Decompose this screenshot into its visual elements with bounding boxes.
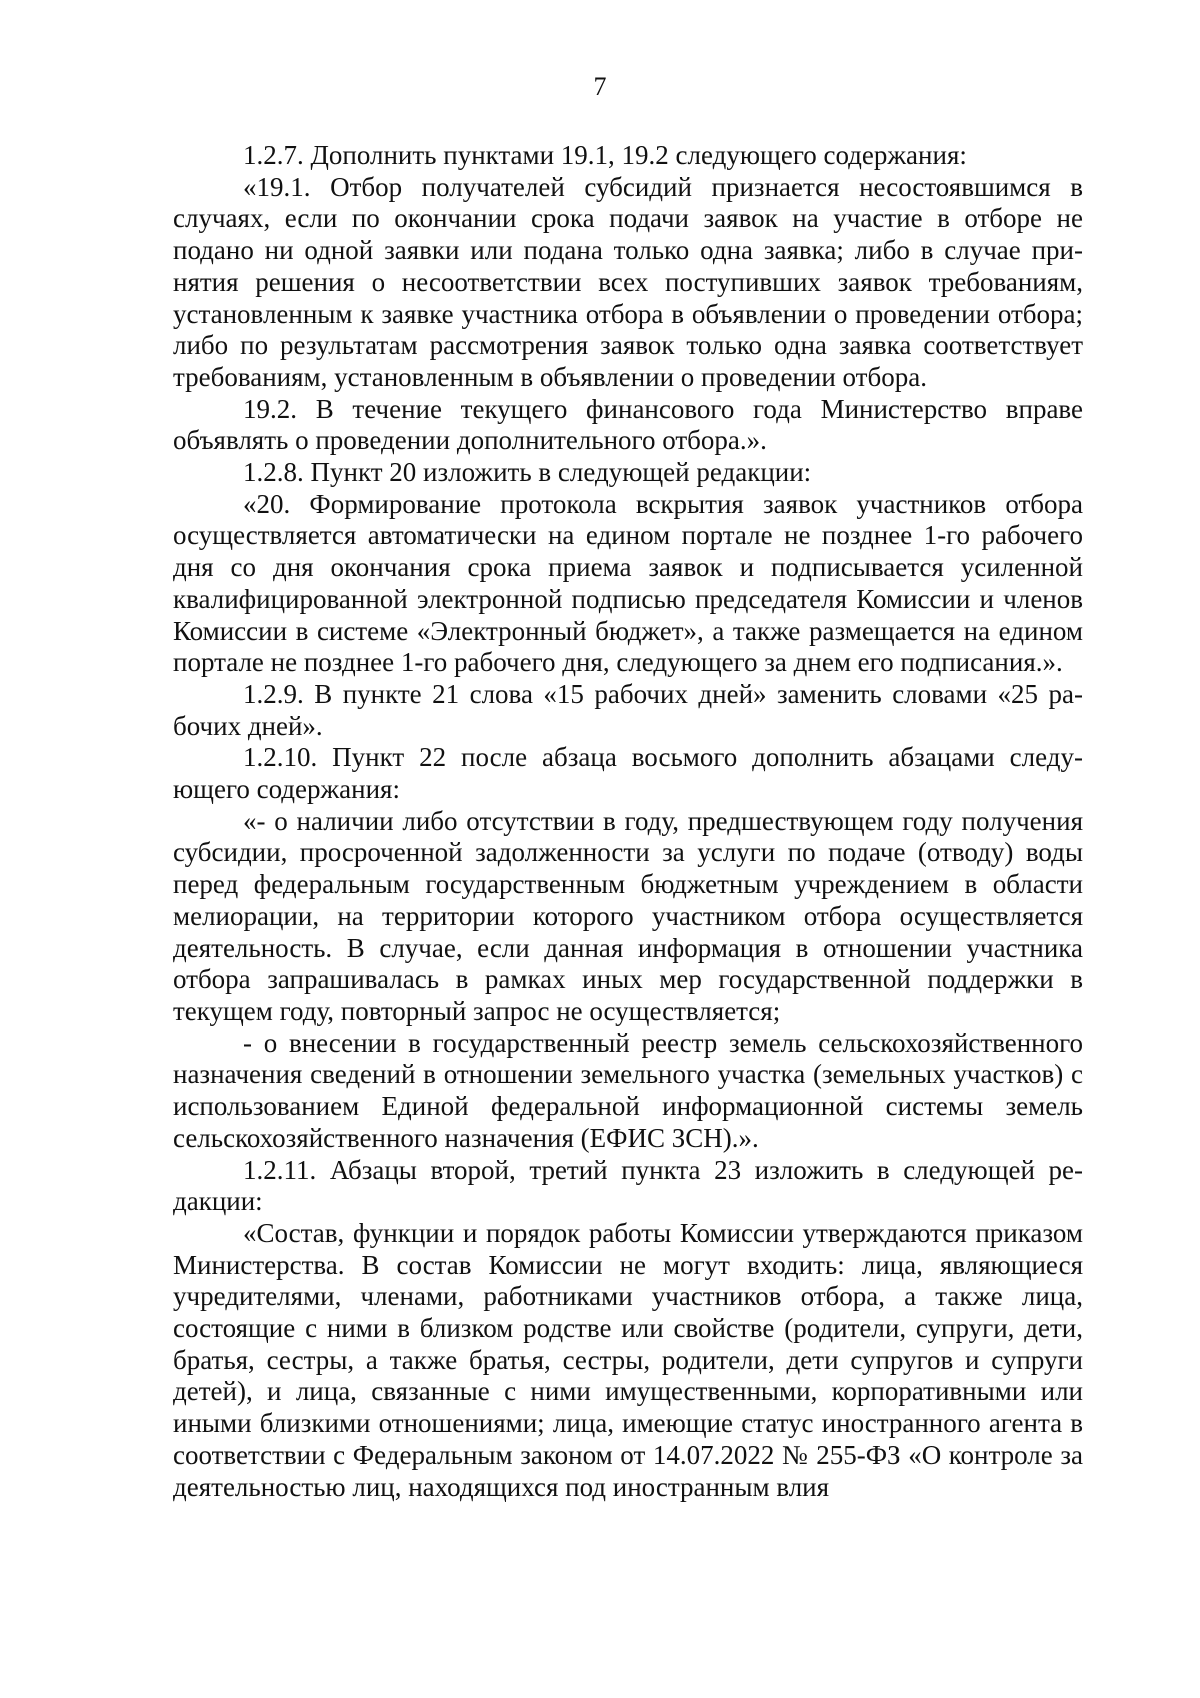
paragraph-debt-info: «- о наличии либо отсутствии в году, предшествующем году получения субсидии, просроченной задолженности за услуги по подаче (отводу) воды перед федеральным государственным бюджетным учреждением в области мелиорации, на территории которого участником отбора осуществляется деятельность. В случае, если данная информация в отношении участника отбора запрашивалась в рамках иных мер государственной поддержки в текущем году, повторный запрос не осуществляется; bbox=[173, 805, 1083, 1026]
paragraph-1-2-11: 1.2.11. Абзацы второй, третий пункта 23 изложить в следующей редакции: bbox=[173, 1154, 1083, 1217]
page-number: 7 bbox=[593, 72, 607, 101]
paragraph-20: «20. Формирование протокола вскрытия заявок участников отбора осуществляется автоматически на едином портале не позднее 1-го рабочего дня со дня окончания срока приема заявок и подписывается усиленной квалифицированной электронной подписью председателя Комиссии и членов Комиссии в системе «Электронный бюджет», а также размещается на едином портале не позднее 1-го рабочего дня, следующего за днем его подписания.». bbox=[173, 488, 1083, 678]
document-body bbox=[173, 140, 1083, 1503]
paragraph-1-2-7: 1.2.7. Дополнить пунктами 19.1, 19.2 следующего содержания: bbox=[243, 140, 967, 170]
paragraph-19-2: 19.2. В течение текущего финансового года Министерство вправе объявлять о проведении дополнительного отбора.». bbox=[173, 393, 1083, 456]
paragraph-land-registry: - о внесении в государственный реестр земель сельскохозяйственного назначения сведений в отношении земельного участка (земельных участков) с использованием Единой федеральной информационной системы земель сельскохозяйственного назначения (ЕФИС ЗСН).». bbox=[173, 1027, 1083, 1153]
paragraph-1-2-8: 1.2.8. Пункт 20 изложить в следующей редакции: bbox=[243, 457, 812, 488]
paragraph-commission: «Состав, функции и порядок работы Комиссии утверждаются приказом Министерства. В состав Комиссии не могут входить: лица, являющиеся учредителями, членами, работниками участников отбора, а также лица, состоящие с ними в близком родстве или свойстве (родители, супруги, дети, братья, сестры, а также братья, сестры, родители, дети супругов и супруги детей), и лица, связанные с ними имущественными, корпоративными или иными близкими отношениями; лица, имеющие статус иностранного агента в соответствии с Федеральным законом от 14.07.2022 № 255-ФЗ «О контроле за деятельностью лиц, находящихся под иностранным влия bbox=[173, 1217, 1083, 1502]
paragraph-19-1: «19.1. Отбор получателей субсидий признается несостоявшимся в случаях, если по окончании срока подачи заявок на участие в отборе не подано ни одной заявки или подана только одна заявка; либо в случае принятия решения о несоответствии всех поступивших заявок требованиям, установленным к заявке участника отбора в объявлении о проведении отбора; либо по результатам рассмотрения заявок только одна заявка соответствует требованиям, установленным в объявлении о проведении отбора. bbox=[173, 171, 1083, 392]
paragraph-1-2-10: 1.2.10. Пункт 22 после абзаца восьмого дополнить абзацами следующего содержания: bbox=[173, 742, 1083, 805]
paragraph-1-2-9: 1.2.9. В пункте 21 слова «15 рабочих дней» заменить словами «25 рабочих дней». bbox=[173, 678, 1083, 741]
